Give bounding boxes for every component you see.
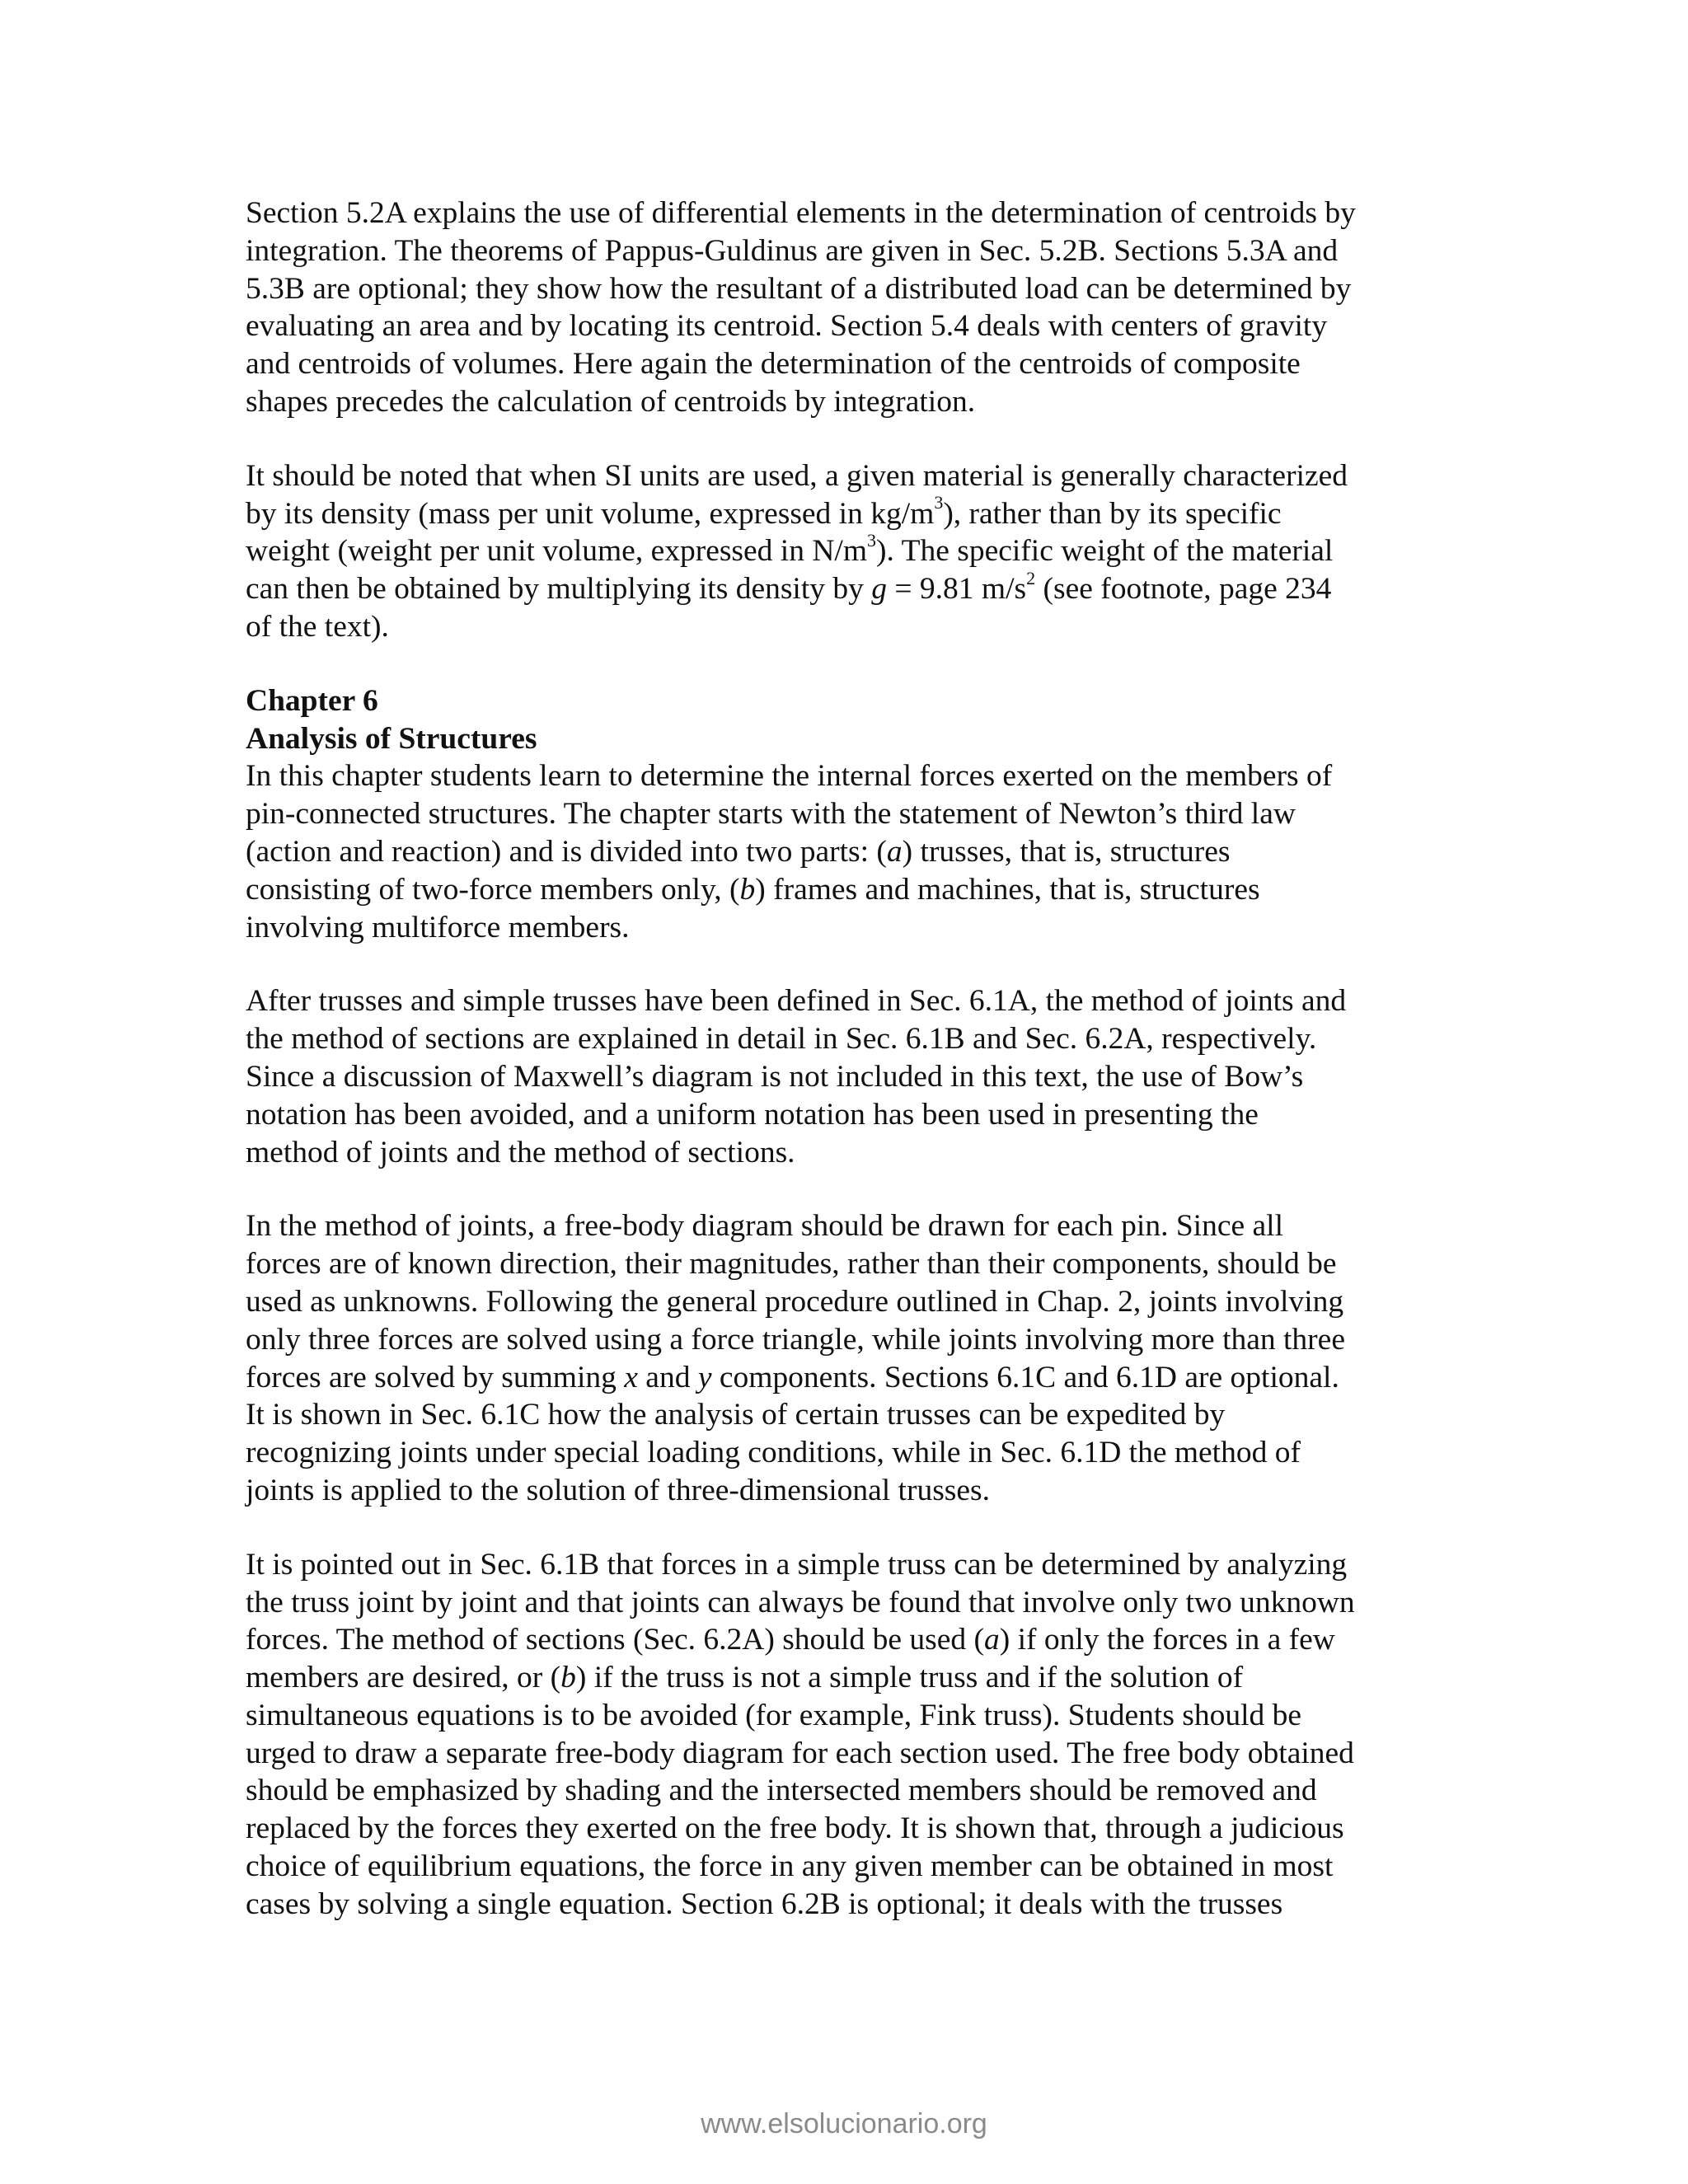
text-line: It should be noted that when SI units are used, a given material is generally characterized xyxy=(246,458,1348,493)
text-line: pin-connected structures. The chapter starts with the statement of Newton’s third law xyxy=(246,797,1296,832)
text-line xyxy=(246,833,1465,871)
text-line: After trusses and simple trusses have been defined in Sec. 6.1A, the method of joints and xyxy=(246,984,1347,1019)
text-line: the method of sections are explained in detail in Sec. 6.1B and Sec. 6.2A, respectively. xyxy=(246,1022,1317,1057)
text-run: ). The specific weight of the material xyxy=(876,534,1334,569)
footer-website-link[interactable]: www.elsolucionario.org xyxy=(701,2108,987,2139)
text-run: forces are solved by summing xyxy=(246,1360,625,1394)
text-line: notation has been avoided, and a uniform notation has been used in presenting the xyxy=(246,1097,1259,1132)
text-run: ) if the truss is not a simple truss and if the solution of xyxy=(575,1661,1244,1695)
italic-variable: x xyxy=(624,1360,638,1394)
italic-letter: a xyxy=(983,1623,1000,1657)
text-run: by its density (mass per unit volume, expressed in kg/m xyxy=(246,496,935,531)
text-line: the truss joint by joint and that joints can always be found that involve only two unknown xyxy=(246,1585,1355,1619)
italic-letter: b xyxy=(739,872,756,907)
text-line: used as unknowns. Following the general procedure outlined in Chap. 2, joints involving xyxy=(246,1284,1344,1319)
text-line: involving multiforce members. xyxy=(246,910,630,944)
chapter-heading xyxy=(246,682,1465,758)
text-line: simultaneous equations is to be avoided (for example, Fink truss). Students should be xyxy=(246,1698,1302,1732)
text-line xyxy=(246,1359,1465,1397)
text-line: integration. The theorems of Pappus-Guldinus are given in Sec. 5.2B. Sections 5.3A and xyxy=(246,233,1339,268)
text-run: (see footnote, page 234 xyxy=(1035,572,1332,607)
paragraph-centroids-intro xyxy=(246,194,1465,421)
text-line: In the method of joints, a free-body diagram should be drawn for each pin. Since all xyxy=(246,1209,1283,1244)
text-line: and centroids of volumes. Here again the determination of the centroids of composite xyxy=(246,347,1301,382)
text-run: ) if only the forces in a few xyxy=(999,1623,1335,1657)
text-run: components. Sections 6.1C and 6.1D are optional. xyxy=(711,1360,1339,1394)
italic-variable: g xyxy=(871,572,888,607)
text-run: ) trusses, that is, structures xyxy=(902,834,1231,869)
paragraph-si-units xyxy=(246,457,1465,646)
text-line: cases by solving a single equation. Section 6.2B is optional; it deals with the trusses xyxy=(246,1886,1283,1921)
text-run: forces. The method of sections (Sec. 6.2A) should be used ( xyxy=(246,1623,984,1657)
italic-letter: a xyxy=(886,834,903,869)
text-line xyxy=(246,871,1465,909)
text-line: shapes precedes the calculation of centroids by integration. xyxy=(246,384,976,419)
text-line: only three forces are solved using a force triangle, while joints involving more than three xyxy=(246,1322,1345,1357)
text-line: recognizing joints under special loading conditions, while in Sec. 6.1D the method of xyxy=(246,1436,1301,1470)
text-line: method of joints and the method of sections. xyxy=(246,1135,795,1169)
text-run: and xyxy=(637,1360,698,1394)
text-run: weight (weight per unit volume, expressed in N/m xyxy=(246,534,868,569)
chapter-title: Analysis of Structures xyxy=(246,721,537,756)
text-line xyxy=(246,1659,1465,1697)
text-run: (action and reaction) and is divided into two parts: ( xyxy=(246,834,887,869)
text-line xyxy=(246,567,1465,608)
superscript: 3 xyxy=(934,492,944,513)
document-page xyxy=(246,194,1465,1960)
chapter-number: Chapter 6 xyxy=(246,683,378,718)
italic-letter: b xyxy=(560,1661,576,1695)
text-run: ), rather than by its specific xyxy=(943,496,1282,531)
chapter-heading-block xyxy=(246,682,1465,758)
text-line: urged to draw a separate free-body diagram for each section used. The free body obtained xyxy=(246,1736,1354,1770)
superscript: 2 xyxy=(1026,567,1036,588)
text-line: replaced by the forces they exerted on the free body. It is shown that, through a judicious xyxy=(246,1811,1344,1846)
text-line: of the text). xyxy=(246,609,389,644)
text-line: Section 5.2A explains the use of differential elements in the determination of centroids by xyxy=(246,196,1356,230)
text-line: should be emphasized by shading and the intersected members should be removed and xyxy=(246,1774,1317,1808)
text-run: consisting of two-force members only, ( xyxy=(246,872,740,907)
paragraph-chapter-intro xyxy=(246,757,1465,946)
text-run: ) frames and machines, that is, structures xyxy=(755,872,1260,907)
text-line: Since a discussion of Maxwell’s diagram is not included in this text, the use of Bow’s xyxy=(246,1059,1304,1094)
italic-variable: y xyxy=(697,1360,712,1394)
text-line: forces are of known direction, their magnitudes, rather than their components, should be xyxy=(246,1247,1337,1282)
text-line xyxy=(246,529,1465,570)
text-line xyxy=(246,492,1465,533)
text-line: joints is applied to the solution of three-dimensional trusses. xyxy=(246,1473,991,1507)
text-run: can then be obtained by multiplying its density by xyxy=(246,572,872,607)
text-line: In this chapter students learn to determine the internal forces exerted on the members of xyxy=(246,759,1333,794)
paragraph-method-of-sections xyxy=(246,1546,1465,1924)
text-line: choice of equilibrium equations, the force in any given member can be obtained in most xyxy=(246,1849,1334,1884)
text-line: 5.3B are optional; they show how the resultant of a distributed load can be determined by xyxy=(246,271,1352,306)
text-line: It is pointed out in Sec. 6.1B that forces in a simple truss can be determined by analyzing xyxy=(246,1547,1348,1582)
text-line xyxy=(246,1621,1465,1659)
text-line: It is shown in Sec. 6.1C how the analysis of certain trusses can be expedited by xyxy=(246,1398,1226,1432)
paragraph-trusses-defined xyxy=(246,982,1465,1171)
text-run: members are desired, or ( xyxy=(246,1661,561,1695)
text-run: = 9.81 m/s xyxy=(887,572,1027,607)
text-line: evaluating an area and by locating its centroid. Section 5.4 deals with centers of gravity xyxy=(246,309,1328,344)
superscript: 3 xyxy=(867,529,877,551)
paragraph-method-of-joints xyxy=(246,1207,1465,1509)
